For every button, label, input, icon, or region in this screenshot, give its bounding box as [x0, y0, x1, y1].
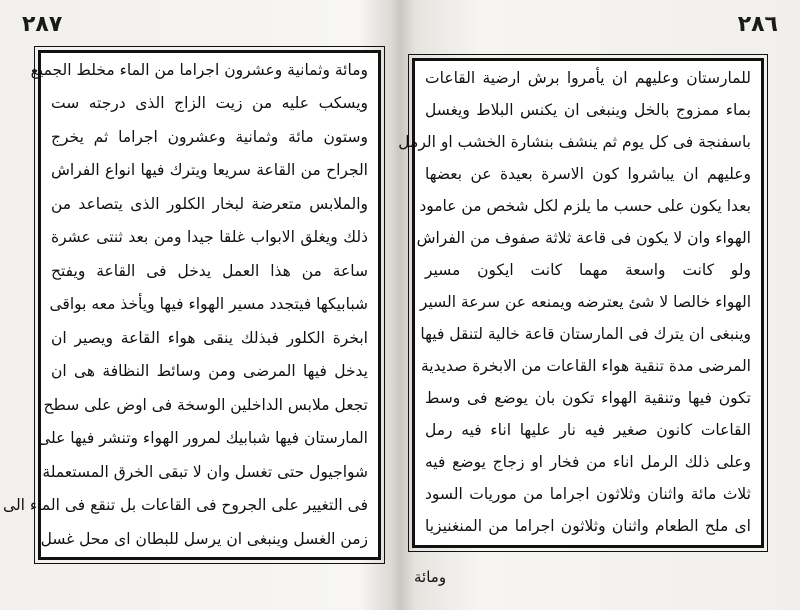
left-text-frame [3, 50, 381, 560]
text-line: الهواء خالصا لا شئ يعترضه ويمنعه عن سرعة السير [419, 293, 751, 312]
text-line: ويسكب عليه من زيت الزاج الذى درجته ست [51, 94, 368, 113]
left-text-block [3, 61, 368, 549]
text-line: زمن الغسل وينبغى ان يرسل للبطان اى محل غسل [40, 529, 368, 548]
text-line: شبابيكها فيتجدد مسير الهواء فيها ويأخذ معه بواقى [49, 295, 368, 314]
catchword: ومائة [414, 568, 447, 586]
text-line: وينبغى ان يترك فى المارستان قاعة خالية لتنقل فيها [420, 325, 751, 344]
text-line: بماء ممزوج بالخل وينبغى ان يكنس البلاط ويغسل [425, 101, 751, 120]
text-line: اى ملح الطعام واثنان وثلاثون اجراما من المنغنيزيا [425, 517, 751, 536]
right-page [398, 0, 800, 610]
text-line: القاعات كانون صغير فيه نار عليها اناء فيه رمل [425, 421, 751, 440]
text-line: تكون فيها وتنقية الهواء تكون بان يوضع فى وسط [425, 389, 751, 408]
text-line: المارستان فيها شبابيك لمرور الهواء وتنشر فيها على [38, 429, 368, 448]
text-line: ساعة من هذا العمل يدخل فى القاعة ويفتح [51, 261, 368, 280]
text-line: تجعل ملابس الداخلين الوسخة فى اوض على سطح [43, 395, 368, 414]
text-line: يدخل فيها المرضى ومن وسائط النظافة هى ان [51, 362, 368, 381]
right-text-block [398, 69, 751, 537]
text-line: شواجيول حتى تغسل وان لا تبقى الخرق المستعملة [42, 462, 368, 481]
right-text-frame [398, 58, 764, 548]
text-line: ابخرة الكلور فبذلك ينقى هواء القاعة ويصير ان [51, 328, 368, 347]
text-line: والملابس متعرضة لبخار الكلور الذى يتصاعد من [51, 194, 368, 213]
left-page [0, 0, 398, 610]
text-line: وعلى ذلك الرمل اناء من فخار او زجاج يوضع فيه [425, 453, 751, 472]
text-line: ومائة وثمانية وعشرون اجراما من الماء مخلط الجميع [30, 61, 368, 79]
text-line: ولو كانت واسعة مهما كانت ايكون مسير [425, 261, 751, 280]
text-line: وستون مائة وثمانية وعشرون اجراما ثم يخرج [51, 127, 368, 146]
text-line: ثلاث مائة واثنان وثلاثون اجراما من موريات السود [425, 485, 751, 504]
right-page-number: ٢٨٦ [737, 12, 778, 37]
text-line: باسفنجة فى كل يوم ثم ينشف بنشارة الخشب او الرمل [398, 133, 751, 152]
text-line: فى التغيير على الجروح فى القاعات بل تنقع فى الماء الى [3, 496, 368, 515]
text-line: للمارستان وعليهم ان يأمروا برش ارضية القاعات [425, 69, 751, 87]
text-line: ذلك ويغلق الابواب غلقا جيدا ومن بعد ثنتى عشرة [51, 228, 368, 247]
text-line: بعدا يكون على حسب ما يلزم لكل شخص من عامود [419, 197, 751, 216]
text-line: الهواء وان لا يكون فى قاعة ثلاثة صفوف من الفراش [416, 229, 751, 248]
text-line: وعليهم ان يباشروا كون الاسرة بعيدة عن بعضها [425, 165, 751, 184]
text-line: المرضى مدة تنقية هواء القاعات من الابخرة صديدية [420, 357, 751, 376]
text-line: الجراح من القاعة سريعا ويترك فيها انواع الفراش [51, 161, 368, 180]
left-page-number: ٢٨٧ [22, 12, 63, 37]
